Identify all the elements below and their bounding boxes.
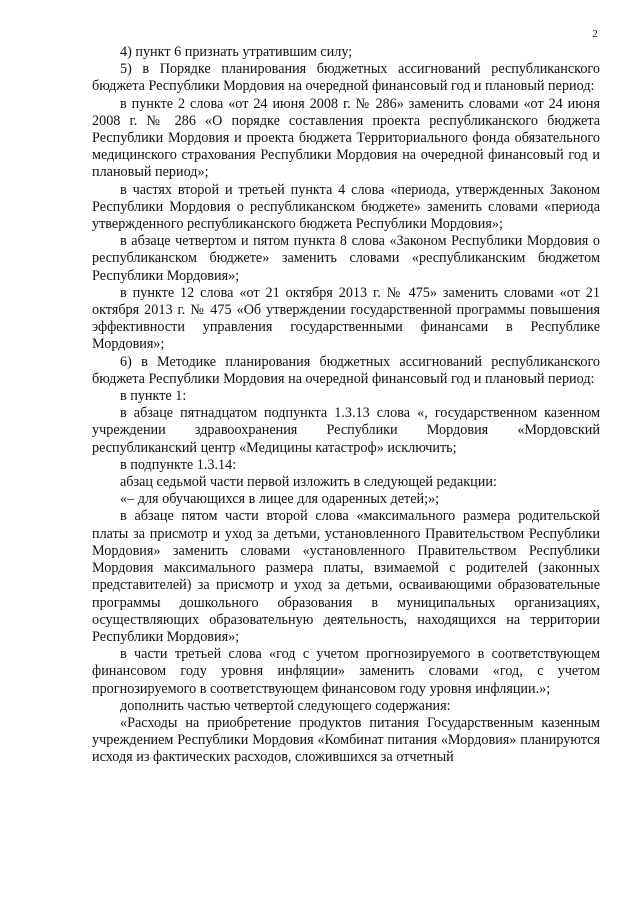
paragraph: в частях второй и третьей пункта 4 слова «периода, утвержденных Законом Республики Мордовия о республиканском бюджете» заменить словами «периода утвержденного республиканского бюджета Республики Мордовия»;	[92, 181, 600, 233]
paragraph: 5) в Порядке планирования бюджетных ассигнований республиканского бюджета Республики Мордовия на очередной финансовый год и плановый период:	[92, 61, 600, 95]
paragraph: в пункте 1:	[120, 388, 187, 405]
paragraph: в абзаце пятом части второй слова «максимального размера родительской платы за присмотр и уход за детьми, установленного Правительством Республики Мордовия» заменить словами «установленного Правительством Республики Мордовия максимального размера платы, взимаемой с родителей (законных представителей) за присмотр и уход за детьми, осваивающими образовательные программы дошкольного образования в муниципальных организациях, осуществляющих образовательную деятельность, находящихся на территории Республики Мордовия»;	[92, 508, 600, 645]
paragraph: в абзаце пятнадцатом подпункта 1.3.13 слова «, государственном казенном учреждении здравоохранения Республики Мордовия «Мордовский республиканский центр «Медицины катастроф» исключить;	[92, 405, 600, 456]
paragraph: «– для обучающихся в лицее для одаренных детей;»;	[120, 491, 440, 508]
paragraph: в пункте 12 слова «от 21 октября 2013 г. № 475» заменить словами «от 21 октября 2013 г. № 475 «Об утверждении государственной программы повышения эффективности управления государственными финансами в Республике Мордовия»;	[92, 284, 600, 353]
page-number: 2	[592, 28, 598, 40]
paragraph: в части третьей слова «год с учетом прогнозируемого в соответствующем финансовом году уровня инфляции» заменить словами «год, с учетом прогнозируемого в соответствующем финансовом году уровня инфляции.»;	[92, 646, 600, 697]
paragraph: в абзаце четвертом и пятом пункта 8 слова «Законом Республики Мордовия о республиканском бюджете» заменить словами «республиканским бюджетом Республики Мордовия»;	[92, 233, 600, 284]
paragraph: 6) в Методике планирования бюджетных ассигнований республиканского бюджета Республики Мордовия на очередной финансовый год и плановый период:	[92, 353, 600, 387]
paragraph: «Расходы на приобретение продуктов питания Государственным казенным учреждением Республики Мордовия «Комбинат питания «Мордовия» планируются исходя из фактических расходов, сложившихся за отчетный	[92, 714, 600, 766]
paragraph: в пункте 2 слова «от 24 июня 2008 г. № 286» заменить словами «от 24 июня 2008 г. № 286 «О порядке составления проекта республиканского бюджета Республики Мордовия и проекта бюджета Территориального фонда обязательного медицинского страхования Республики Мордовия на очередной финансовый год и плановый период»;	[92, 95, 600, 181]
paragraph: дополнить частью четвертой следующего содержания:	[120, 697, 451, 714]
document-body	[92, 44, 600, 767]
paragraph: в подпункте 1.3.14:	[120, 456, 237, 473]
paragraph: 4) пункт 6 признать утратившим силу;	[120, 44, 353, 60]
paragraph: абзац седьмой части первой изложить в следующей редакции:	[120, 474, 497, 491]
